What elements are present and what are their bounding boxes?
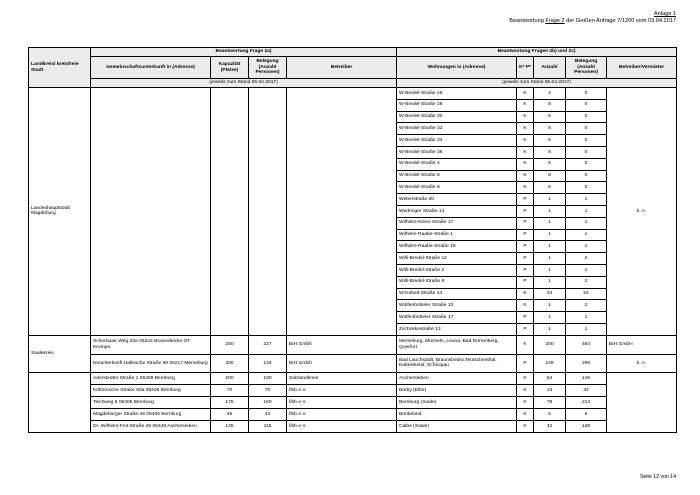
facility-capacity: 135 [211, 421, 249, 433]
flat-kp: K [517, 421, 534, 433]
header-count: Anzahl [534, 57, 566, 79]
flat-count: 1 [534, 276, 566, 288]
facility-occupancy: 134 [249, 354, 287, 373]
district-saalekreis: Saalekreis [29, 335, 91, 373]
flat-occupancy: 0 [566, 158, 607, 170]
flat-address: W-Bredel-Straße 30 [397, 111, 517, 123]
flat-count: 1 [534, 217, 566, 229]
table-row [29, 385, 677, 397]
flat-count: 1 [534, 241, 566, 253]
facility-occupancy: 227 [249, 335, 287, 354]
flat-occupancy: 64 [566, 288, 607, 300]
flat-address: W-Bredel-Straße 8 [397, 182, 517, 194]
flat-kp: K [517, 288, 534, 300]
flat-address: Calbe (Saale) [397, 421, 517, 433]
flat-count: 24 [534, 288, 566, 300]
stand-note-right: (jeweils zum Stand 05.04.2017) [397, 79, 677, 88]
flat-count: 13 [534, 385, 566, 397]
flat-occupancy: 0 [566, 123, 607, 135]
flat-count: 200 [534, 335, 566, 354]
header-district: Landkreis/ kreisfreie Stadt [29, 48, 91, 88]
flat-address: Bördeland [397, 409, 517, 421]
flat-kp: K [517, 158, 534, 170]
flat-occupancy: 0 [566, 182, 607, 194]
flat-address: Wolfenbütteler Straße 13 [397, 300, 517, 312]
table-row [29, 421, 677, 433]
flat-occupancy: 494 [566, 335, 607, 354]
flat-count: 8 [534, 170, 566, 182]
answer-reference: Beantwortung Frage 2 der Großen Anfrage 7/1200 vom 03.04.2017 [509, 18, 676, 24]
flat-address: Weberstraße 20 [397, 194, 517, 206]
flat-kp: P [517, 217, 534, 229]
flat-count: 1 [534, 194, 566, 206]
flat-kp: K [517, 409, 534, 421]
flat-count: 8 [534, 99, 566, 111]
facility-occupancy: 100 [249, 373, 287, 385]
operator-landlord-magdeburg: k. A. [607, 88, 677, 336]
flat-kp: K [517, 146, 534, 158]
flat-address: Willi-Bredel-Straße 2 [397, 264, 517, 276]
flat-address: Bernburg (Saale) [397, 397, 517, 409]
flat-address: Zschokkestraße 13 [397, 323, 517, 335]
flat-address: W-Kobelt-Straße 44 [397, 288, 517, 300]
flat-kp: K [517, 170, 534, 182]
operator-landlord: BIH GmbH [607, 335, 677, 354]
flat-occupancy: 0 [566, 170, 607, 182]
table-row [29, 373, 677, 385]
flat-count: 78 [534, 397, 566, 409]
facility-occupancy: 160 [249, 397, 287, 409]
flat-occupancy: 1 [566, 312, 607, 324]
flat-occupancy: 298 [566, 354, 607, 373]
flat-address: Wedringer Straße 14 [397, 205, 517, 217]
flat-count: 6 [534, 135, 566, 147]
flat-address: Willi-Bredel-Straße 8 [397, 276, 517, 288]
flat-count: 8 [534, 146, 566, 158]
flat-occupancy: 1 [566, 323, 607, 335]
operator-landlord-empty [607, 373, 677, 433]
facility-address: Notunterkunft Hallesche Straße 99 06217 Merseburg [91, 354, 211, 373]
header-operator-landlord: Betreiber/Vermieter [607, 57, 677, 79]
operator-empty [287, 88, 397, 336]
flat-count: 149 [534, 354, 566, 373]
flat-count: 5 [534, 158, 566, 170]
facility-address: Teichweg 6 06406 Bernburg [91, 397, 211, 409]
group-header-2bc: Beantwortung Fragen 2b) und 2c) [397, 48, 677, 57]
annex-label: Anlage 1 [653, 11, 676, 17]
flat-occupancy: 0 [566, 99, 607, 111]
flat-count: 1 [534, 300, 566, 312]
facility-occupancy: 70 [249, 385, 287, 397]
facility-operator: Salzlandkreis [287, 373, 397, 385]
facility-address: Dr.-Wilhelm-Feit-Straße 26 06449 Aschersleben [91, 421, 211, 433]
table-row [29, 79, 677, 88]
flat-kp: P [517, 323, 534, 335]
district-magdeburg: Landeshauptstadt Magdeburg [29, 88, 91, 336]
facility-empty [91, 88, 211, 336]
flat-occupancy: 0 [566, 111, 607, 123]
table-row [29, 397, 677, 409]
flat-occupancy: 138 [566, 421, 607, 433]
flat-occupancy: 1 [566, 229, 607, 241]
district-salzland [29, 373, 91, 433]
table-row [29, 48, 677, 57]
flat-occupancy: 1 [566, 241, 607, 253]
flat-occupancy: 1 [566, 217, 607, 229]
facility-capacity: 250 [211, 335, 249, 354]
flat-occupancy: 213 [566, 397, 607, 409]
facility-address: Aderstedter Straße 1 06406 Bernburg [91, 373, 211, 385]
flat-address: Wilhelm-Raabe-Straße 1 [397, 229, 517, 241]
flat-occupancy: 2 [566, 276, 607, 288]
flat-occupancy: 0 [566, 146, 607, 158]
facility-capacity: 330 [211, 354, 249, 373]
flat-count: 6 [534, 182, 566, 194]
flat-occupancy: 1 [566, 264, 607, 276]
flat-count: 1 [534, 253, 566, 265]
flat-kp: K [517, 300, 534, 312]
stand-note-left: (jeweils zum Stand 05.04.2017) [91, 79, 397, 88]
flat-count: 42 [534, 421, 566, 433]
flat-kp: P [517, 264, 534, 276]
header-occupancy: Belegung (Anzahl Personen) [249, 57, 287, 79]
facility-capacity: 175 [211, 397, 249, 409]
flat-kp: K [517, 182, 534, 194]
flat-occupancy: 2 [566, 300, 607, 312]
table-row [29, 409, 677, 421]
flat-address: Merseburg, Mücheln, Leuna, Bad Dürrenberg, Querfurt [397, 335, 517, 354]
flat-kp: K [517, 397, 534, 409]
flat-kp: P [517, 229, 534, 241]
flat-kp: K [517, 123, 534, 135]
flat-count: 1 [534, 323, 566, 335]
facility-operator: fibb e.V. [287, 421, 397, 433]
flat-address: W-Bredel-Straße 26 [397, 88, 517, 100]
flat-kp: P [517, 354, 534, 373]
flat-occupancy: 1 [566, 205, 607, 217]
flat-kp: K [517, 135, 534, 147]
flat-count: 1 [534, 312, 566, 324]
table-row [29, 57, 677, 79]
header-capacity: Kapazität (Plätze) [211, 57, 249, 79]
flat-address: W-Bredel-Straße 32 [397, 123, 517, 135]
flat-occupancy: 1 [566, 194, 607, 206]
facility-occupancy: 42 [249, 409, 287, 421]
flat-occupancy: 0 [566, 135, 607, 147]
flat-address: W-Bredel-Straße 4 [397, 158, 517, 170]
flat-address: Barby (Elbe) [397, 385, 517, 397]
table-row [29, 335, 677, 354]
flat-count: 1 [534, 229, 566, 241]
flat-address: W-Bredel-Straße 6 [397, 170, 517, 182]
flat-count: 4 [534, 88, 566, 100]
flat-occupancy: 145 [566, 373, 607, 385]
flat-address: Wolfenbütteler Straße 17 [397, 312, 517, 324]
facility-operator: fibb e.V. [287, 397, 397, 409]
flat-count: 64 [534, 373, 566, 385]
flat-occupancy: 34 [566, 385, 607, 397]
flat-address: W-Bredel-Straße 34 [397, 135, 517, 147]
flat-kp: K [517, 99, 534, 111]
flat-count: 1 [534, 205, 566, 217]
flat-address: W-Bredel-Straße 36 [397, 146, 517, 158]
flat-count: 1 [534, 264, 566, 276]
flat-occupancy: 0 [566, 88, 607, 100]
operator-landlord: k. A. [607, 354, 677, 373]
capacity-empty [211, 88, 249, 336]
flat-count: 8 [534, 123, 566, 135]
flat-kp: K [517, 373, 534, 385]
facility-address: Magdeburger Straße 46 06406 Bernburg [91, 409, 211, 421]
group-header-2a: Beantwortung Frage 2a) [91, 48, 397, 57]
facility-operator: fibb e.V. [287, 409, 397, 421]
flat-kp: K [517, 385, 534, 397]
facility-address: Köthensche Straße 60a 06406 Bernburg [91, 385, 211, 397]
facility-address: Schortauer Weg 22a 06242 Braunsbedra OT Krumpa [91, 335, 211, 354]
flat-occupancy: 2 [566, 253, 607, 265]
facility-operator: BIH Gmbh [287, 354, 397, 373]
flat-address: Aschersleben [397, 373, 517, 385]
header-operator: Betreiber [287, 57, 397, 79]
accommodation-table [28, 47, 677, 433]
table-row [29, 354, 677, 373]
flat-kp: P [517, 194, 534, 206]
occupancy-empty [249, 88, 287, 336]
header-occupancy-b: Belegung (Anzahl Personen) [566, 57, 607, 79]
flat-count: 6 [534, 111, 566, 123]
flat-address: Willi-Bredel-Straße 12 [397, 253, 517, 265]
header-kp: K* P* [517, 57, 534, 79]
flat-kp: K [517, 335, 534, 354]
flat-kp: K [517, 111, 534, 123]
header-flats: Wohnungen in (Adresse) [397, 57, 517, 79]
document-header [509, 11, 676, 25]
facility-occupancy: 115 [249, 421, 287, 433]
page-number: Seite 12 von 14 [639, 474, 676, 480]
table-row [29, 88, 677, 100]
flat-kp: P [517, 312, 534, 324]
facility-capacity: 200 [211, 373, 249, 385]
flat-address: W-Bredel-Straße 28 [397, 99, 517, 111]
header-facility: Gemeinschaftsunterkunft in (Adresse) [91, 57, 211, 79]
facility-operator: BIH Gmbh [287, 335, 397, 354]
flat-kp: P [517, 253, 534, 265]
flat-kp: P [517, 205, 534, 217]
flat-address: Wilhelm-Klees-Straße 17 [397, 217, 517, 229]
flat-kp: P [517, 276, 534, 288]
flat-occupancy: 6 [566, 409, 607, 421]
flat-address: Wilhelm-Raabe-Straße 18 [397, 241, 517, 253]
flat-count: 5 [534, 409, 566, 421]
question-link: Frage 2 [545, 18, 565, 24]
flat-kp: P [517, 241, 534, 253]
flat-kp: K [517, 88, 534, 100]
flat-address: Bad Lauchstädt, Braunsbedra,Teutschenthal, Kabelsketal, Schkopau [397, 354, 517, 373]
facility-capacity: 70 [211, 385, 249, 397]
facility-operator: fibb e.V. [287, 385, 397, 397]
facility-capacity: 46 [211, 409, 249, 421]
